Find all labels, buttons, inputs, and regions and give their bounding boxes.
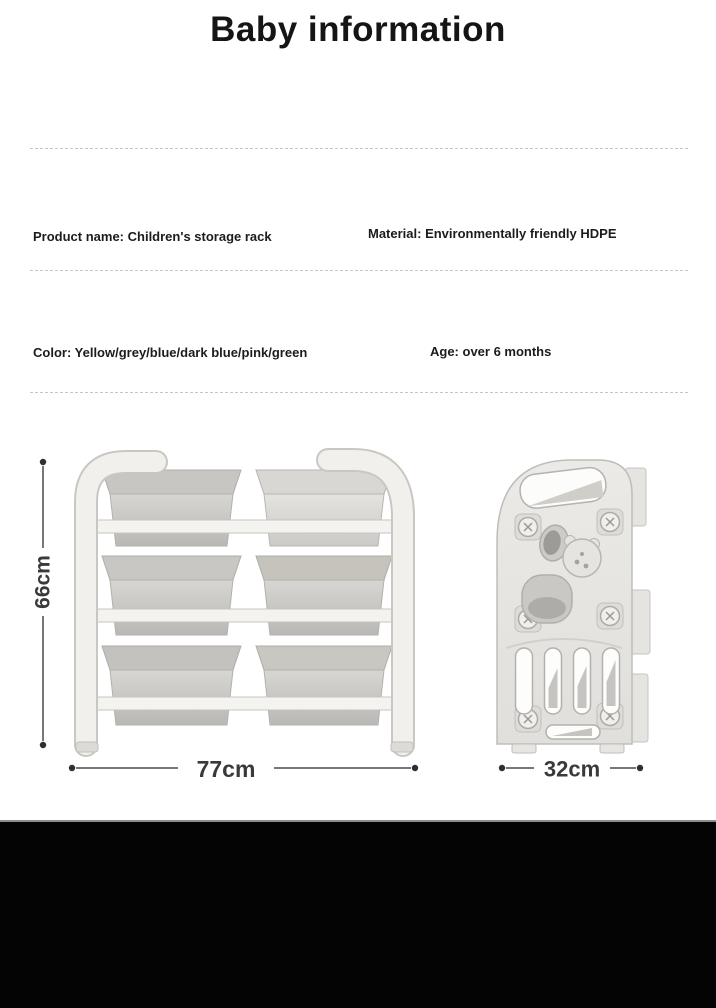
screw-icon	[597, 509, 623, 535]
width-dimension-line	[69, 756, 418, 782]
side-view-diagram	[460, 442, 680, 792]
panel-foot	[512, 744, 536, 753]
spec-color: Color: Yellow/grey/blue/dark blue/pink/green	[33, 345, 308, 360]
storage-bin	[256, 470, 392, 546]
depth-dimension-line	[499, 757, 643, 782]
front-width-label: 77cm	[196, 756, 256, 782]
height-dimension-line	[32, 459, 55, 748]
storage-bin	[102, 646, 241, 725]
screw-icon	[515, 514, 541, 540]
dashed-separator-2	[30, 270, 688, 271]
storage-bin	[102, 470, 241, 546]
vent-slot	[516, 648, 533, 714]
side-width-label: 32cm	[543, 756, 601, 782]
storage-bin	[256, 646, 392, 725]
dashed-separator-1	[30, 148, 688, 149]
vent-slot	[603, 648, 620, 714]
panel-foot	[600, 744, 624, 753]
storage-bin	[102, 556, 241, 635]
spec-product-name: Product name: Children's storage rack	[33, 229, 272, 244]
bottom-slot	[546, 725, 600, 739]
shelf-rail	[78, 609, 400, 622]
spec-age: Age: over 6 months	[430, 344, 552, 359]
spec-material: Material: Environmentally friendly HDPE	[368, 226, 617, 241]
shelf-rail	[78, 520, 400, 533]
shelf-rail	[78, 697, 400, 710]
vent-slot	[574, 648, 591, 714]
middle-cutout	[522, 575, 572, 623]
screw-icon	[597, 603, 623, 629]
page-title: Baby information	[210, 10, 506, 49]
front-height-label: 66cm	[31, 555, 55, 609]
front-view-diagram	[28, 442, 428, 792]
bottom-black-band	[0, 820, 716, 1008]
vent-slot	[545, 648, 562, 714]
rack-foot	[76, 742, 98, 752]
rack-foot	[391, 742, 413, 752]
bear-face-cutout	[563, 536, 601, 578]
storage-bin	[256, 556, 392, 635]
dashed-separator-3	[30, 392, 688, 393]
